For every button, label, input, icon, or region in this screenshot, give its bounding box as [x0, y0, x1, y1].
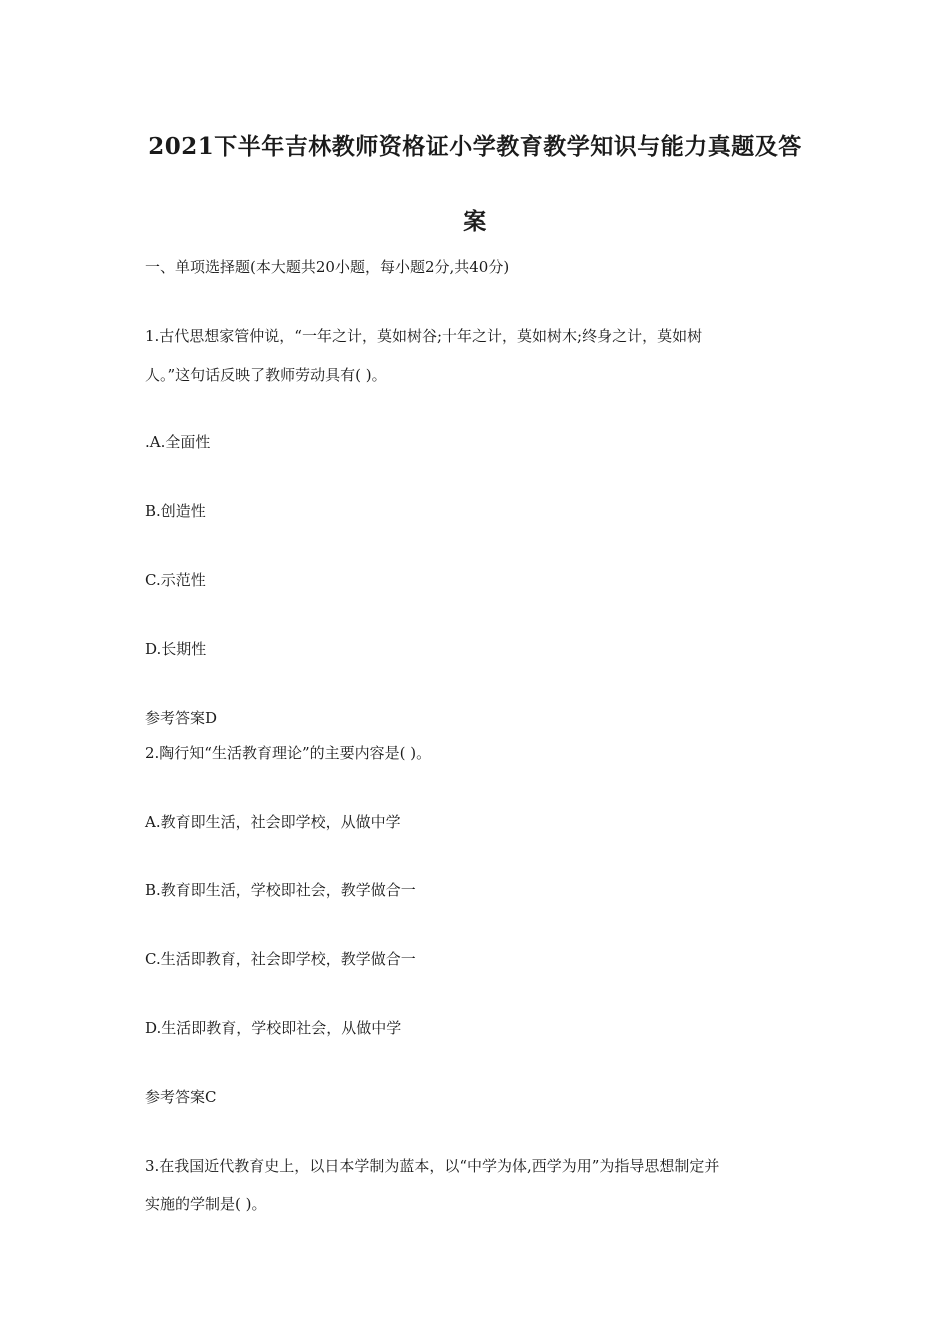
- question-1-answer: 参考答案D: [145, 709, 218, 727]
- question-2-option-a: A.教育即生活，社会即学校，从做中学: [145, 813, 401, 831]
- question-1-option-a: .A.全面性: [145, 433, 211, 451]
- question-2-option-d: D.生活即教育，学校即社会，从做中学: [145, 1019, 402, 1037]
- question-2-option-c: C.生活即教育，社会即学校，教学做合一: [145, 950, 416, 968]
- question-1-stem-line-1: 1.古代思想家管仲说，“一年之计，莫如树谷;十年之计，莫如树木;终身之计，莫如树: [145, 327, 703, 345]
- question-2-stem-line-1: 2.陶行知“生活教育理论”的主要内容是( )。: [145, 744, 432, 762]
- question-3-stem-line-2: 实施的学制是( )。: [145, 1195, 267, 1213]
- document-title-line-1: 2021下半年吉林教师资格证小学教育教学知识与能力真题及答: [148, 133, 802, 160]
- document-title-line-2: 案: [463, 208, 487, 235]
- question-3-stem-line-1: 3.在我国近代教育史上，以日本学制为蓝本，以“中学为体,西学为用”为指导思想制定并: [145, 1157, 720, 1175]
- question-2-answer: 参考答案C: [145, 1088, 217, 1106]
- question-1-stem-line-2: 人。”这句话反映了教师劳动具有( )。: [145, 366, 387, 384]
- question-1-option-c: C.示范性: [145, 571, 206, 589]
- question-1-option-d: D.长期性: [145, 640, 207, 658]
- question-1-option-b: B.创造性: [145, 502, 206, 520]
- section-heading: 一、单项选择题(本大题共20小题，每小题2分,共40分): [145, 258, 510, 276]
- question-2-option-b: B.教育即生活，学校即社会，教学做合一: [145, 881, 416, 899]
